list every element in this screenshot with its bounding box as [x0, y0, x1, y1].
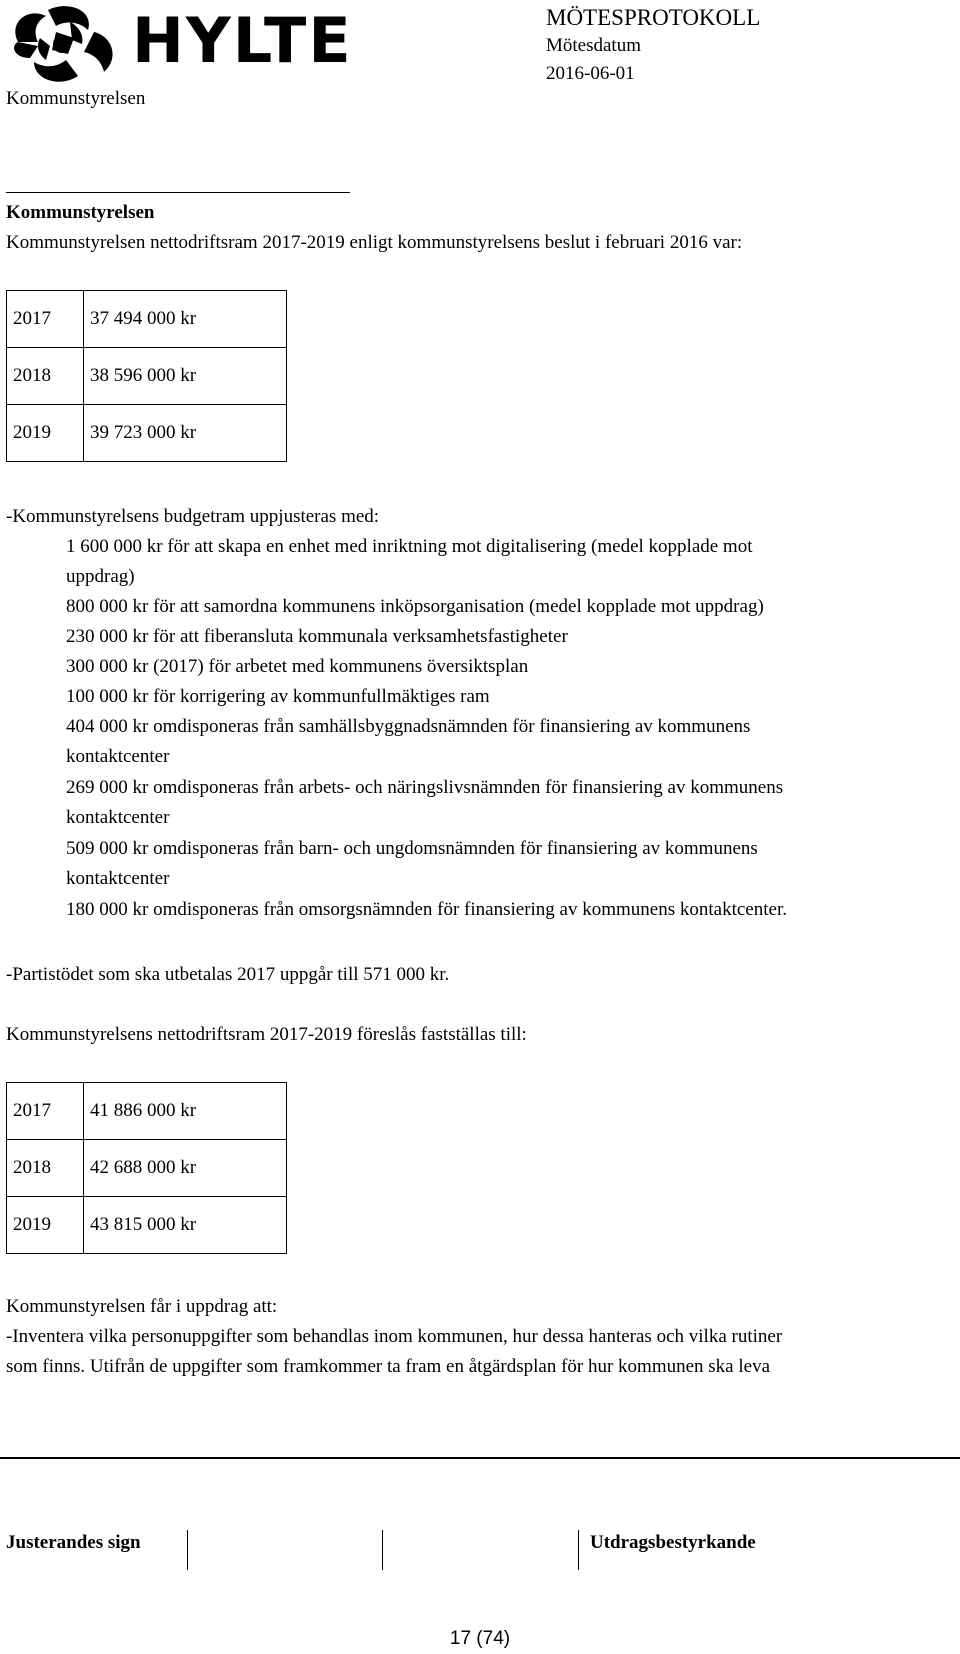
- year-cell: 2017: [7, 291, 84, 348]
- page-number: 17 (74): [449, 1628, 511, 1649]
- proposal-text: Kommunstyrelsens nettodriftsram 2017-2019 föreslås fastställas till:: [6, 1024, 527, 1045]
- year-cell: 2019: [7, 405, 84, 462]
- assignment-line: -Inventera vilka personuppgifter som behandlas inom kommunen, hur dessa hanteras och vilka rutiner: [6, 1326, 783, 1347]
- date-label: Mötesdatum: [546, 35, 641, 56]
- logo-wordmark: HYLTE: [132, 4, 353, 77]
- table-row: [7, 1140, 287, 1197]
- adjust-line: 1 600 000 kr för att skapa en enhet med inriktning mot digitalisering (medel kopplade mot: [66, 536, 753, 557]
- organ-name: Kommunstyrelsen: [6, 88, 146, 109]
- sign-label: Justerandes sign: [6, 1532, 141, 1553]
- year-cell: 2017: [7, 1083, 84, 1140]
- amount-cell: 41 886 000 kr: [84, 1083, 287, 1140]
- doc-type: MÖTESPROTOKOLL: [546, 5, 761, 30]
- adjust-line: 509 000 kr omdisponeras från barn- och ungdomsnämnden för finansiering av kommunens: [66, 838, 758, 859]
- adjust-line: 300 000 kr (2017) för arbetet med kommunens översiktsplan: [66, 656, 529, 677]
- certify-label: Utdragsbestyrkande: [590, 1532, 756, 1553]
- table-row: [7, 291, 287, 348]
- header-meta: [546, 4, 760, 88]
- adjust-line: kontaktcenter: [66, 807, 170, 828]
- hylte-logo: [8, 2, 353, 86]
- amount-cell: 42 688 000 kr: [84, 1140, 287, 1197]
- adjust-line: 800 000 kr för att samordna kommunens inköpsorganisation (medel kopplade mot uppdrag): [66, 596, 764, 617]
- footer-divider: [578, 1530, 579, 1570]
- assignment-heading: Kommunstyrelsen får i uppdrag att:: [6, 1296, 278, 1317]
- adjust-line: 404 000 kr omdisponeras från samhällsbyggnadsnämnden för finansiering av kommunens: [66, 716, 751, 737]
- amount-cell: 43 815 000 kr: [84, 1197, 287, 1254]
- date-value: 2016-06-01: [546, 63, 635, 84]
- footer-divider: [187, 1530, 188, 1570]
- year-cell: 2018: [7, 1140, 84, 1197]
- section-heading: Kommunstyrelsen: [6, 202, 155, 223]
- party-support-text: -Partistödet som ska utbetalas 2017 uppgår till 571 000 kr.: [6, 964, 450, 985]
- footer-rule: [0, 1457, 960, 1459]
- adjust-line: 100 000 kr för korrigering av kommunfullmäktiges ram: [66, 686, 490, 707]
- adjust-line: 269 000 kr omdisponeras från arbets- och näringslivsnämnden för finansiering av kommunens: [66, 777, 784, 798]
- adjust-heading: -Kommunstyrelsens budgetram uppjusteras med:: [6, 506, 380, 527]
- adjust-line: uppdrag): [66, 566, 135, 587]
- amount-cell: 39 723 000 kr: [84, 405, 287, 462]
- table-row: [7, 348, 287, 405]
- amount-cell: 37 494 000 kr: [84, 291, 287, 348]
- table-row: [7, 1197, 287, 1254]
- year-cell: 2018: [7, 348, 84, 405]
- intro-text: Kommunstyrelsen nettodriftsram 2017-2019 enligt kommunstyrelsens beslut i februari 2016 var:: [6, 232, 743, 253]
- budget-table-proposed: [6, 1082, 287, 1254]
- section-rule: [6, 192, 350, 193]
- adjust-line: kontaktcenter: [66, 746, 170, 767]
- year-cell: 2019: [7, 1197, 84, 1254]
- table-row: [7, 405, 287, 462]
- adjust-line: 230 000 kr för att fiberansluta kommunala verksamhetsfastigheter: [66, 626, 568, 647]
- budget-table-current: [6, 290, 287, 462]
- adjust-line: kontaktcenter: [66, 868, 170, 889]
- amount-cell: 38 596 000 kr: [84, 348, 287, 405]
- footer-divider: [382, 1530, 383, 1570]
- table-row: [7, 1083, 287, 1140]
- hylte-emblem-icon: [8, 2, 128, 86]
- adjust-line: 180 000 kr omdisponeras från omsorgsnämnden för finansiering av kommunens kontaktcenter.: [66, 899, 787, 920]
- assignment-line: som finns. Utifrån de uppgifter som framkommer ta fram en åtgärdsplan för hur kommunen ska leva: [6, 1356, 771, 1377]
